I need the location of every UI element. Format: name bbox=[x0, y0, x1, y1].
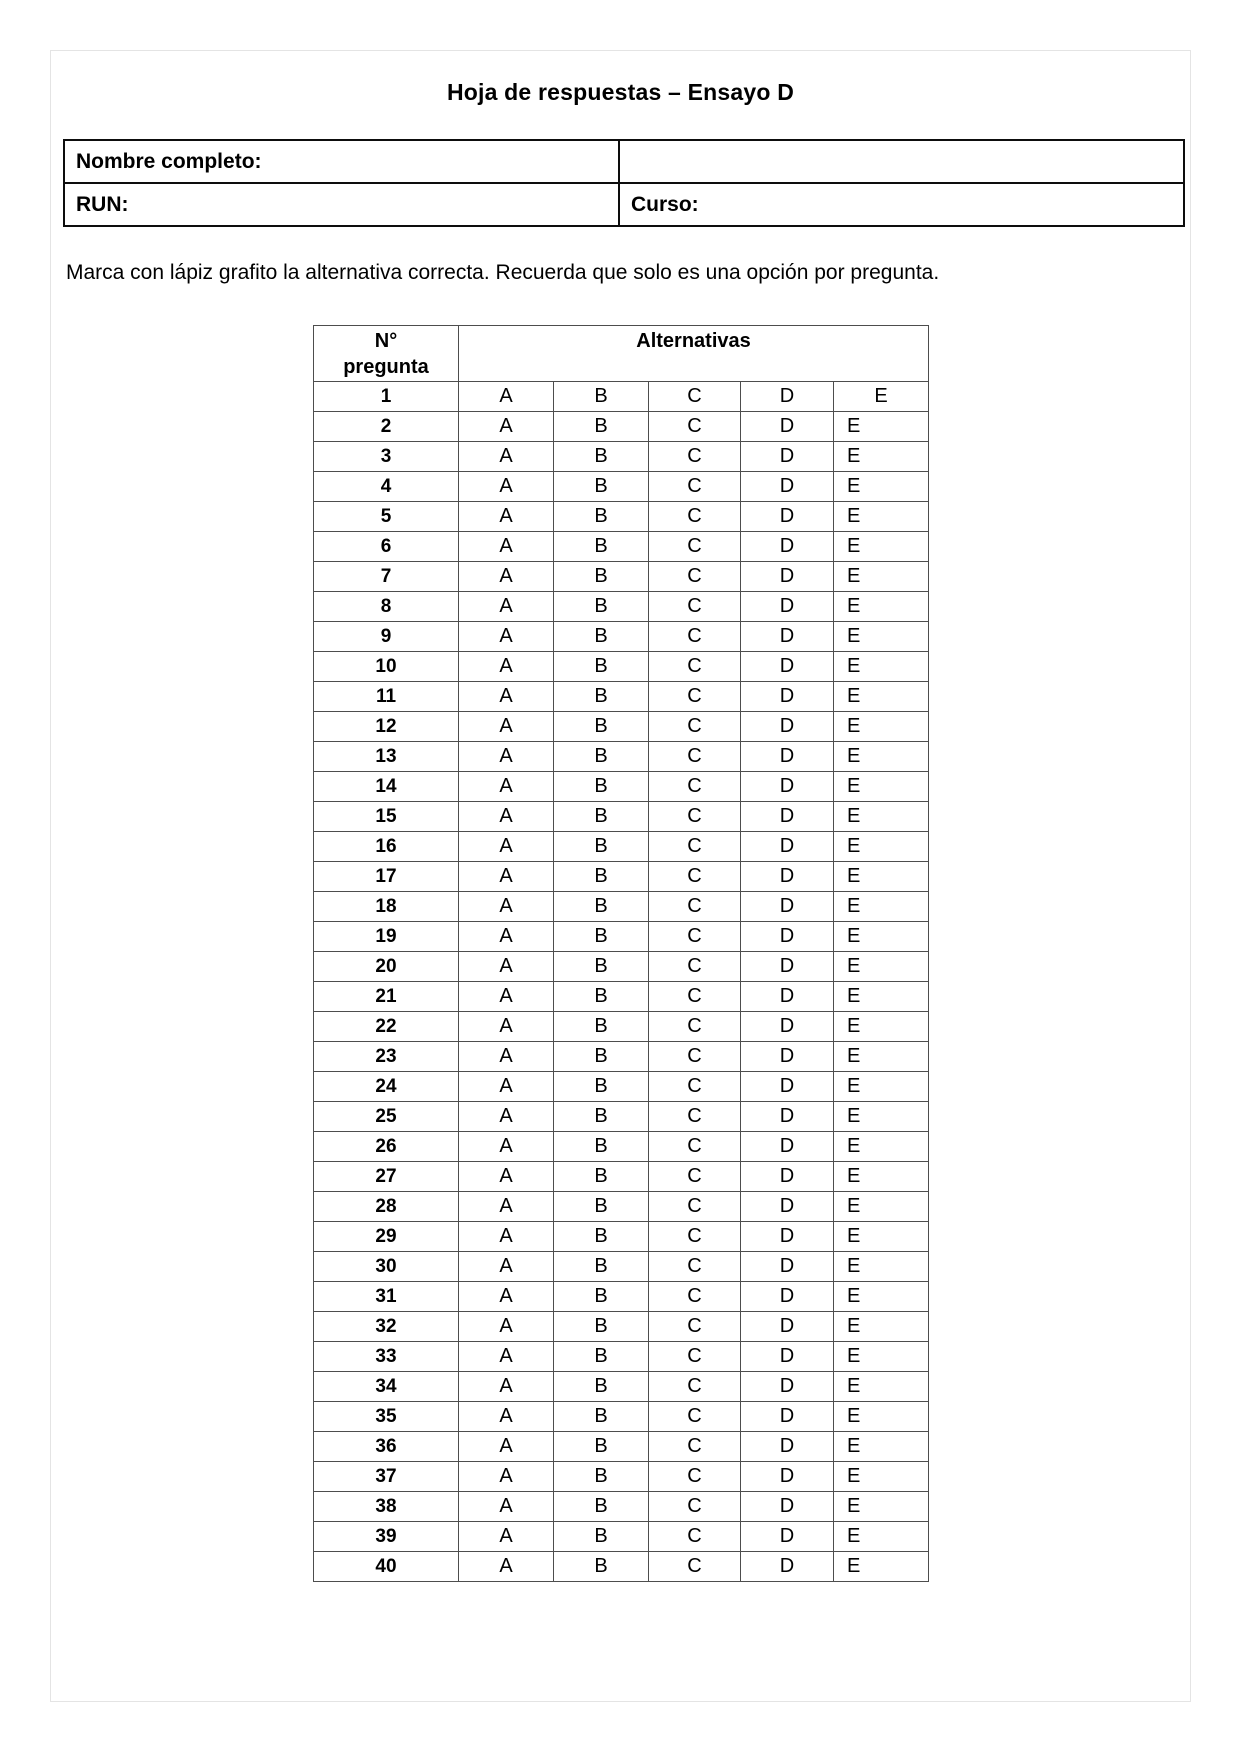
option-cell-d: D bbox=[741, 742, 834, 772]
answer-row bbox=[314, 1102, 929, 1132]
question-number-cell: 24 bbox=[314, 1072, 459, 1102]
option-cell-e: E bbox=[834, 862, 929, 892]
option-cell-b: B bbox=[554, 1402, 649, 1432]
answer-row bbox=[314, 832, 929, 862]
option-cell-b: B bbox=[554, 412, 649, 442]
option-cell-a: A bbox=[459, 1432, 554, 1462]
option-cell-b: B bbox=[554, 502, 649, 532]
option-cell-c: C bbox=[649, 562, 741, 592]
answer-row bbox=[314, 1072, 929, 1102]
option-cell-a: A bbox=[459, 982, 554, 1012]
option-cell-e: E bbox=[834, 1222, 929, 1252]
question-number-cell: 38 bbox=[314, 1492, 459, 1522]
answer-row bbox=[314, 1282, 929, 1312]
option-cell-e: E bbox=[834, 682, 929, 712]
option-cell-d: D bbox=[741, 712, 834, 742]
option-cell-c: C bbox=[649, 832, 741, 862]
answer-row bbox=[314, 862, 929, 892]
question-number-cell: 34 bbox=[314, 1372, 459, 1402]
option-cell-d: D bbox=[741, 772, 834, 802]
option-cell-d: D bbox=[741, 592, 834, 622]
option-cell-c: C bbox=[649, 1522, 741, 1552]
question-number-cell: 14 bbox=[314, 772, 459, 802]
answer-row bbox=[314, 502, 929, 532]
option-cell-e: E bbox=[834, 1312, 929, 1342]
option-cell-c: C bbox=[649, 502, 741, 532]
option-cell-e: E bbox=[834, 1012, 929, 1042]
option-cell-e: E bbox=[834, 712, 929, 742]
option-cell-d: D bbox=[741, 382, 834, 412]
option-cell-d: D bbox=[741, 1342, 834, 1372]
option-cell-c: C bbox=[649, 922, 741, 952]
question-number-cell: 13 bbox=[314, 742, 459, 772]
question-number-cell: 39 bbox=[314, 1522, 459, 1552]
question-number-cell: 23 bbox=[314, 1042, 459, 1072]
question-number-cell: 6 bbox=[314, 532, 459, 562]
option-cell-e: E bbox=[834, 1432, 929, 1462]
option-cell-c: C bbox=[649, 622, 741, 652]
option-cell-a: A bbox=[459, 922, 554, 952]
option-cell-a: A bbox=[459, 1372, 554, 1402]
option-cell-e: E bbox=[834, 1402, 929, 1432]
answer-row bbox=[314, 1372, 929, 1402]
option-cell-e: E bbox=[834, 622, 929, 652]
answer-row bbox=[314, 1222, 929, 1252]
option-cell-b: B bbox=[554, 682, 649, 712]
option-cell-b: B bbox=[554, 1132, 649, 1162]
answer-row bbox=[314, 442, 929, 472]
option-cell-a: A bbox=[459, 442, 554, 472]
question-number-cell: 28 bbox=[314, 1192, 459, 1222]
option-cell-e: E bbox=[834, 1132, 929, 1162]
question-number-cell: 18 bbox=[314, 892, 459, 922]
option-cell-c: C bbox=[649, 1222, 741, 1252]
question-number-cell: 37 bbox=[314, 1462, 459, 1492]
option-cell-d: D bbox=[741, 532, 834, 562]
option-cell-d: D bbox=[741, 442, 834, 472]
option-cell-c: C bbox=[649, 862, 741, 892]
answer-row bbox=[314, 562, 929, 592]
question-number-cell: 35 bbox=[314, 1402, 459, 1432]
option-cell-a: A bbox=[459, 1012, 554, 1042]
option-cell-c: C bbox=[649, 1402, 741, 1432]
option-cell-a: A bbox=[459, 592, 554, 622]
option-cell-b: B bbox=[554, 892, 649, 922]
option-cell-a: A bbox=[459, 412, 554, 442]
question-column-header bbox=[314, 326, 459, 382]
answer-row bbox=[314, 652, 929, 682]
option-cell-e: E bbox=[834, 652, 929, 682]
answer-row bbox=[314, 922, 929, 952]
option-cell-a: A bbox=[459, 1042, 554, 1072]
question-column-header-line2: pregunta bbox=[343, 356, 429, 378]
question-number-cell: 32 bbox=[314, 1312, 459, 1342]
question-number-cell: 4 bbox=[314, 472, 459, 502]
question-number-cell: 25 bbox=[314, 1102, 459, 1132]
option-cell-c: C bbox=[649, 1492, 741, 1522]
option-cell-e: E bbox=[834, 382, 929, 412]
option-cell-c: C bbox=[649, 682, 741, 712]
name-label-cell: Nombre completo: bbox=[64, 140, 619, 183]
option-cell-b: B bbox=[554, 1162, 649, 1192]
option-cell-e: E bbox=[834, 1342, 929, 1372]
option-cell-b: B bbox=[554, 712, 649, 742]
option-cell-a: A bbox=[459, 1492, 554, 1522]
answer-row bbox=[314, 1012, 929, 1042]
question-number-cell: 31 bbox=[314, 1282, 459, 1312]
student-info-row bbox=[64, 140, 1184, 183]
option-cell-d: D bbox=[741, 1552, 834, 1582]
answer-row bbox=[314, 1162, 929, 1192]
option-cell-b: B bbox=[554, 592, 649, 622]
option-cell-c: C bbox=[649, 1372, 741, 1402]
answer-row bbox=[314, 382, 929, 412]
answer-row bbox=[314, 1492, 929, 1522]
option-cell-b: B bbox=[554, 742, 649, 772]
option-cell-c: C bbox=[649, 1072, 741, 1102]
option-cell-b: B bbox=[554, 1342, 649, 1372]
option-cell-d: D bbox=[741, 1432, 834, 1462]
option-cell-b: B bbox=[554, 772, 649, 802]
option-cell-a: A bbox=[459, 1072, 554, 1102]
question-number-cell: 26 bbox=[314, 1132, 459, 1162]
option-cell-a: A bbox=[459, 622, 554, 652]
option-cell-b: B bbox=[554, 472, 649, 502]
answer-row bbox=[314, 802, 929, 832]
option-cell-d: D bbox=[741, 1402, 834, 1432]
name-value-cell bbox=[619, 140, 1184, 183]
option-cell-d: D bbox=[741, 862, 834, 892]
option-cell-b: B bbox=[554, 1462, 649, 1492]
question-number-cell: 3 bbox=[314, 442, 459, 472]
option-cell-e: E bbox=[834, 412, 929, 442]
option-cell-d: D bbox=[741, 412, 834, 442]
option-cell-d: D bbox=[741, 622, 834, 652]
option-cell-a: A bbox=[459, 382, 554, 412]
option-cell-d: D bbox=[741, 1492, 834, 1522]
option-cell-c: C bbox=[649, 772, 741, 802]
answer-row bbox=[314, 412, 929, 442]
answer-row bbox=[314, 1432, 929, 1462]
option-cell-d: D bbox=[741, 892, 834, 922]
option-cell-a: A bbox=[459, 862, 554, 892]
option-cell-b: B bbox=[554, 1222, 649, 1252]
option-cell-a: A bbox=[459, 562, 554, 592]
option-cell-c: C bbox=[649, 1342, 741, 1372]
option-cell-c: C bbox=[649, 802, 741, 832]
option-cell-b: B bbox=[554, 1552, 649, 1582]
option-cell-d: D bbox=[741, 952, 834, 982]
option-cell-b: B bbox=[554, 622, 649, 652]
option-cell-c: C bbox=[649, 472, 741, 502]
option-cell-c: C bbox=[649, 532, 741, 562]
instruction-text: Marca con lápiz grafito la alternativa correcta. Recuerda que solo es una opción por pregunta. bbox=[66, 261, 940, 284]
answer-row bbox=[314, 772, 929, 802]
option-cell-c: C bbox=[649, 742, 741, 772]
option-cell-a: A bbox=[459, 652, 554, 682]
option-cell-b: B bbox=[554, 382, 649, 412]
question-number-cell: 11 bbox=[314, 682, 459, 712]
option-cell-e: E bbox=[834, 1252, 929, 1282]
option-cell-e: E bbox=[834, 592, 929, 622]
option-cell-c: C bbox=[649, 652, 741, 682]
answer-rows bbox=[314, 382, 929, 1582]
option-cell-e: E bbox=[834, 1282, 929, 1312]
option-cell-b: B bbox=[554, 1042, 649, 1072]
option-cell-d: D bbox=[741, 1192, 834, 1222]
option-cell-b: B bbox=[554, 1282, 649, 1312]
answer-row bbox=[314, 1252, 929, 1282]
option-cell-e: E bbox=[834, 832, 929, 862]
answer-row bbox=[314, 952, 929, 982]
option-cell-e: E bbox=[834, 1042, 929, 1072]
question-number-cell: 2 bbox=[314, 412, 459, 442]
option-cell-a: A bbox=[459, 1192, 554, 1222]
option-cell-a: A bbox=[459, 1522, 554, 1552]
option-cell-c: C bbox=[649, 1012, 741, 1042]
option-cell-b: B bbox=[554, 652, 649, 682]
option-cell-a: A bbox=[459, 1102, 554, 1132]
option-cell-b: B bbox=[554, 1372, 649, 1402]
answer-row bbox=[314, 472, 929, 502]
option-cell-c: C bbox=[649, 712, 741, 742]
option-cell-b: B bbox=[554, 442, 649, 472]
option-cell-a: A bbox=[459, 1132, 554, 1162]
option-cell-a: A bbox=[459, 802, 554, 832]
option-cell-c: C bbox=[649, 1162, 741, 1192]
option-cell-a: A bbox=[459, 1162, 554, 1192]
question-number-cell: 21 bbox=[314, 982, 459, 1012]
answer-row bbox=[314, 982, 929, 1012]
option-cell-d: D bbox=[741, 922, 834, 952]
option-cell-d: D bbox=[741, 1522, 834, 1552]
answer-table bbox=[313, 325, 929, 1582]
answer-row bbox=[314, 712, 929, 742]
option-cell-e: E bbox=[834, 472, 929, 502]
option-cell-a: A bbox=[459, 1462, 554, 1492]
option-cell-c: C bbox=[649, 892, 741, 922]
answer-row bbox=[314, 1462, 929, 1492]
answer-row bbox=[314, 1192, 929, 1222]
option-cell-b: B bbox=[554, 1522, 649, 1552]
option-cell-a: A bbox=[459, 952, 554, 982]
option-cell-b: B bbox=[554, 832, 649, 862]
option-cell-c: C bbox=[649, 1132, 741, 1162]
question-number-cell: 7 bbox=[314, 562, 459, 592]
question-number-cell: 5 bbox=[314, 502, 459, 532]
page-title: Hoja de respuestas – Ensayo D bbox=[446, 79, 795, 105]
option-cell-c: C bbox=[649, 1282, 741, 1312]
answer-row bbox=[314, 1522, 929, 1552]
option-cell-e: E bbox=[834, 1462, 929, 1492]
run-label-cell: RUN: bbox=[64, 183, 619, 226]
option-cell-d: D bbox=[741, 832, 834, 862]
option-cell-a: A bbox=[459, 1552, 554, 1582]
option-cell-e: E bbox=[834, 532, 929, 562]
option-cell-a: A bbox=[459, 742, 554, 772]
option-cell-b: B bbox=[554, 1192, 649, 1222]
option-cell-a: A bbox=[459, 1312, 554, 1342]
option-cell-a: A bbox=[459, 892, 554, 922]
answer-row bbox=[314, 532, 929, 562]
question-number-cell: 1 bbox=[314, 382, 459, 412]
option-cell-c: C bbox=[649, 442, 741, 472]
question-number-cell: 12 bbox=[314, 712, 459, 742]
option-cell-e: E bbox=[834, 952, 929, 982]
option-cell-b: B bbox=[554, 982, 649, 1012]
option-cell-d: D bbox=[741, 682, 834, 712]
option-cell-a: A bbox=[459, 472, 554, 502]
option-cell-d: D bbox=[741, 472, 834, 502]
option-cell-b: B bbox=[554, 1102, 649, 1132]
option-cell-d: D bbox=[741, 1102, 834, 1132]
option-cell-e: E bbox=[834, 802, 929, 832]
option-cell-d: D bbox=[741, 1132, 834, 1162]
question-number-cell: 33 bbox=[314, 1342, 459, 1372]
option-cell-e: E bbox=[834, 742, 929, 772]
option-cell-b: B bbox=[554, 1432, 649, 1462]
option-cell-d: D bbox=[741, 562, 834, 592]
option-cell-c: C bbox=[649, 382, 741, 412]
option-cell-b: B bbox=[554, 922, 649, 952]
option-cell-c: C bbox=[649, 1432, 741, 1462]
option-cell-e: E bbox=[834, 1492, 929, 1522]
option-cell-a: A bbox=[459, 1222, 554, 1252]
option-cell-d: D bbox=[741, 1222, 834, 1252]
option-cell-e: E bbox=[834, 1192, 929, 1222]
question-number-cell: 9 bbox=[314, 622, 459, 652]
question-number-cell: 40 bbox=[314, 1552, 459, 1582]
option-cell-c: C bbox=[649, 952, 741, 982]
option-cell-d: D bbox=[741, 1312, 834, 1342]
question-number-cell: 15 bbox=[314, 802, 459, 832]
option-cell-c: C bbox=[649, 1462, 741, 1492]
option-cell-e: E bbox=[834, 922, 929, 952]
option-cell-d: D bbox=[741, 1042, 834, 1072]
answer-row bbox=[314, 1132, 929, 1162]
option-cell-e: E bbox=[834, 982, 929, 1012]
option-cell-d: D bbox=[741, 502, 834, 532]
option-cell-d: D bbox=[741, 1012, 834, 1042]
option-cell-a: A bbox=[459, 682, 554, 712]
option-cell-c: C bbox=[649, 1102, 741, 1132]
option-cell-e: E bbox=[834, 502, 929, 532]
option-cell-a: A bbox=[459, 712, 554, 742]
option-cell-e: E bbox=[834, 442, 929, 472]
option-cell-a: A bbox=[459, 502, 554, 532]
answer-row bbox=[314, 742, 929, 772]
answer-row bbox=[314, 892, 929, 922]
option-cell-b: B bbox=[554, 1252, 649, 1282]
answer-row bbox=[314, 682, 929, 712]
option-cell-c: C bbox=[649, 412, 741, 442]
option-cell-d: D bbox=[741, 1282, 834, 1312]
alternatives-header: Alternativas bbox=[459, 326, 929, 382]
option-cell-b: B bbox=[554, 1012, 649, 1042]
option-cell-a: A bbox=[459, 1402, 554, 1432]
answer-table-header-row bbox=[314, 326, 929, 382]
curso-label-cell: Curso: bbox=[619, 183, 1184, 226]
option-cell-a: A bbox=[459, 832, 554, 862]
question-number-cell: 19 bbox=[314, 922, 459, 952]
option-cell-d: D bbox=[741, 802, 834, 832]
option-cell-e: E bbox=[834, 562, 929, 592]
option-cell-e: E bbox=[834, 772, 929, 802]
question-number-cell: 8 bbox=[314, 592, 459, 622]
student-info-table bbox=[63, 139, 1185, 227]
option-cell-d: D bbox=[741, 1372, 834, 1402]
option-cell-b: B bbox=[554, 862, 649, 892]
question-number-cell: 16 bbox=[314, 832, 459, 862]
option-cell-e: E bbox=[834, 1552, 929, 1582]
option-cell-d: D bbox=[741, 982, 834, 1012]
question-number-cell: 22 bbox=[314, 1012, 459, 1042]
option-cell-d: D bbox=[741, 1162, 834, 1192]
option-cell-e: E bbox=[834, 1162, 929, 1192]
option-cell-b: B bbox=[554, 1072, 649, 1102]
question-number-cell: 36 bbox=[314, 1432, 459, 1462]
option-cell-b: B bbox=[554, 532, 649, 562]
option-cell-a: A bbox=[459, 1282, 554, 1312]
option-cell-e: E bbox=[834, 1102, 929, 1132]
option-cell-d: D bbox=[741, 1462, 834, 1492]
option-cell-d: D bbox=[741, 1252, 834, 1282]
option-cell-e: E bbox=[834, 892, 929, 922]
option-cell-c: C bbox=[649, 1312, 741, 1342]
student-info-row bbox=[64, 183, 1184, 226]
option-cell-b: B bbox=[554, 1492, 649, 1522]
answer-row bbox=[314, 1552, 929, 1582]
answer-row bbox=[314, 622, 929, 652]
question-number-cell: 17 bbox=[314, 862, 459, 892]
question-number-cell: 30 bbox=[314, 1252, 459, 1282]
answer-row bbox=[314, 1042, 929, 1072]
option-cell-c: C bbox=[649, 982, 741, 1012]
option-cell-a: A bbox=[459, 772, 554, 802]
answer-row bbox=[314, 1402, 929, 1432]
option-cell-e: E bbox=[834, 1372, 929, 1402]
option-cell-e: E bbox=[834, 1072, 929, 1102]
option-cell-c: C bbox=[649, 1042, 741, 1072]
option-cell-b: B bbox=[554, 952, 649, 982]
option-cell-c: C bbox=[649, 1552, 741, 1582]
question-number-cell: 10 bbox=[314, 652, 459, 682]
option-cell-c: C bbox=[649, 1252, 741, 1282]
option-cell-b: B bbox=[554, 562, 649, 592]
option-cell-c: C bbox=[649, 1192, 741, 1222]
answer-row bbox=[314, 1342, 929, 1372]
option-cell-c: C bbox=[649, 592, 741, 622]
option-cell-d: D bbox=[741, 652, 834, 682]
question-column-header-line1: N° bbox=[374, 330, 398, 352]
option-cell-d: D bbox=[741, 1072, 834, 1102]
option-cell-a: A bbox=[459, 532, 554, 562]
question-number-cell: 27 bbox=[314, 1162, 459, 1192]
answer-row bbox=[314, 1312, 929, 1342]
option-cell-e: E bbox=[834, 1522, 929, 1552]
option-cell-a: A bbox=[459, 1342, 554, 1372]
question-number-cell: 29 bbox=[314, 1222, 459, 1252]
option-cell-a: A bbox=[459, 1252, 554, 1282]
answer-row bbox=[314, 592, 929, 622]
option-cell-b: B bbox=[554, 802, 649, 832]
question-number-cell: 20 bbox=[314, 952, 459, 982]
option-cell-b: B bbox=[554, 1312, 649, 1342]
